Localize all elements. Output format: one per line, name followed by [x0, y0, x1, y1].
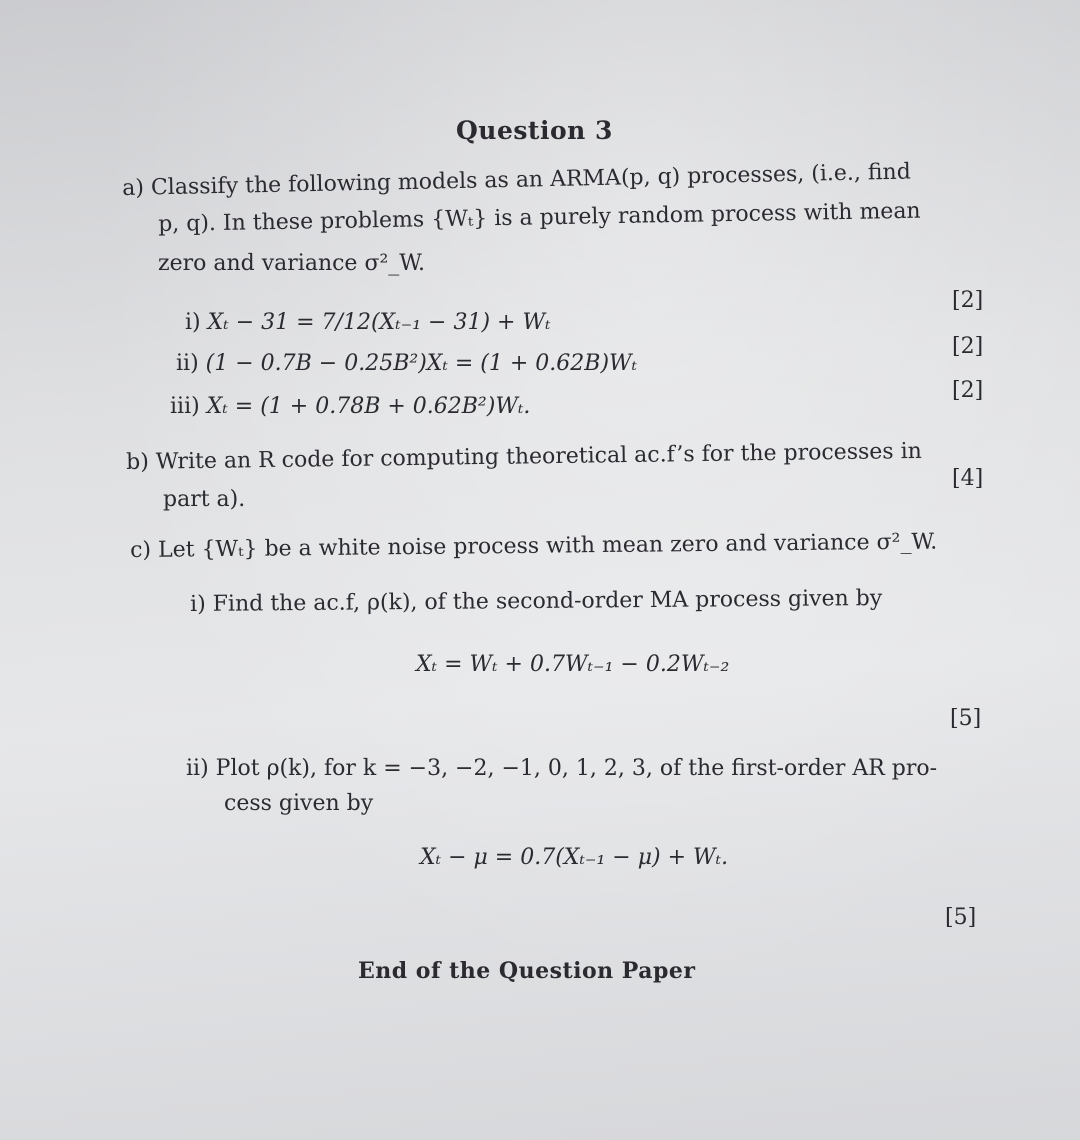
part-a-text-1: Classify the following models as an ARMA(p, q) processes, (i.e., find: [150, 159, 912, 201]
part-b-text-1: Write an R code for computing theoretical ac.f’s for the processes in: [155, 438, 922, 475]
marks-c-ii: [5]: [945, 905, 977, 930]
part-a-item-1: [185, 310, 551, 335]
part-c-item-1: [190, 586, 882, 617]
end-of-paper: End of the Question Paper: [358, 958, 696, 984]
item-label: i): [185, 310, 201, 335]
marks-a-iii: [2]: [952, 378, 984, 403]
part-a-label: a): [122, 175, 145, 201]
part-c-item-2: [186, 756, 937, 781]
part-a-text-2: p, q). In these problems {Wₜ} is a purely random process with mean: [158, 198, 921, 237]
part-a-item-2: [176, 351, 637, 376]
item-label: i): [190, 591, 206, 617]
part-a-item-3: [170, 394, 530, 419]
part-c-intro: [130, 530, 937, 563]
part-c-label: c): [130, 537, 152, 563]
question-title: Question 3: [456, 116, 613, 145]
part-c-intro-text: Let {Wₜ} be a white noise process with mean zero and variance σ²_W.: [157, 529, 938, 563]
ar-equation: Xₜ − μ = 0.7(Xₜ₋₁ − μ) + Wₜ.: [420, 845, 729, 870]
item-label: iii): [170, 394, 200, 419]
item-equation: Xₜ = (1 + 0.78B + 0.62B²)Wₜ.: [206, 394, 531, 419]
part-a-line-1: [122, 159, 911, 201]
marks-b: [4]: [952, 466, 984, 491]
part-a-text-3: zero and variance σ²_W.: [158, 251, 426, 276]
item-label: ii): [176, 351, 199, 376]
part-b-line-1: [126, 439, 922, 475]
item-label: ii): [186, 756, 209, 781]
part-c-item-2-text-2: cess given by: [224, 791, 374, 816]
item-text: Find the ac.f, ρ(k), of the second-order MA process given by: [212, 585, 883, 617]
item-equation: Xₜ − 31 = 7/12(Xₜ₋₁ − 31) + Wₜ: [207, 310, 551, 335]
part-b-text-2: part a).: [163, 487, 246, 512]
item-equation: (1 − 0.7B − 0.25B²)Xₜ = (1 + 0.62B)Wₜ: [205, 351, 638, 376]
marks-a-ii: [2]: [952, 334, 984, 359]
ma-equation: Xₜ = Wₜ + 0.7Wₜ₋₁ − 0.2Wₜ₋₂: [416, 652, 730, 677]
marks-c-i: [5]: [950, 706, 982, 731]
marks-a-i: [2]: [952, 288, 984, 313]
item-text-1: Plot ρ(k), for k = −3, −2, −1, 0, 1, 2, 3, of the first-order AR pro-: [215, 756, 938, 781]
part-b-label: b): [126, 449, 150, 475]
